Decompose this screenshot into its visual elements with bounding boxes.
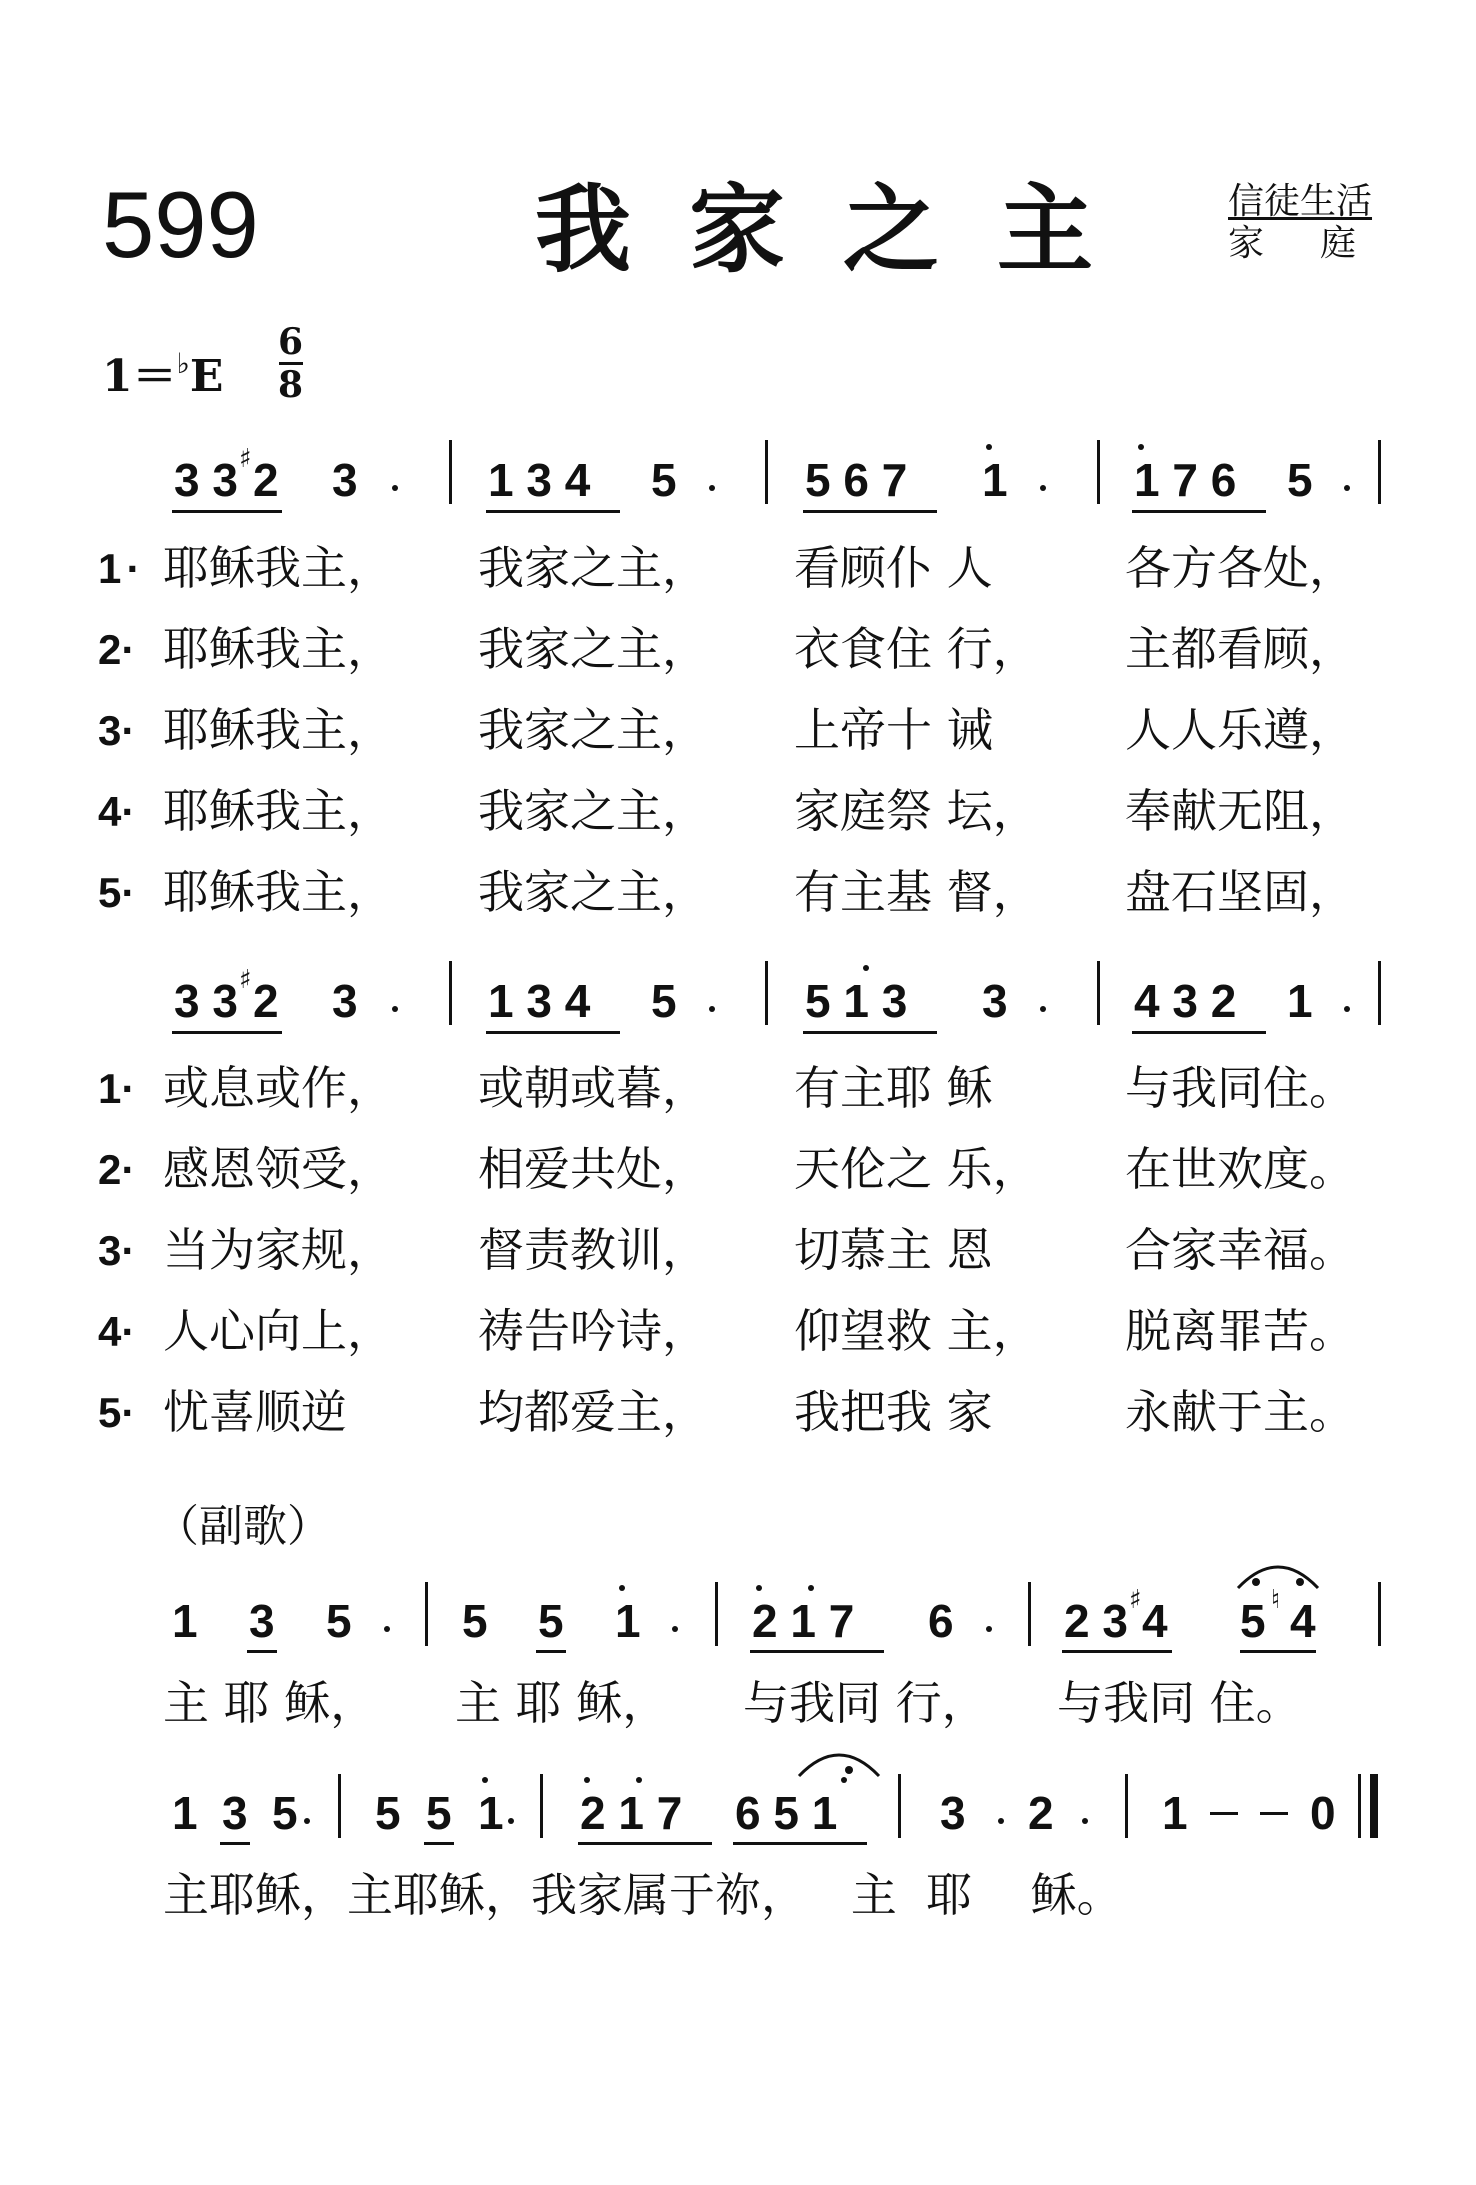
- lyric: 我家之主，: [478, 784, 708, 838]
- lyric: 有主耶 稣: [794, 1061, 993, 1115]
- high-octave-dot: [584, 1777, 590, 1783]
- barline: [1028, 1582, 1031, 1646]
- lyric: 永献于主。: [1125, 1385, 1355, 1439]
- barline: [715, 1582, 718, 1646]
- note: 3: [332, 454, 358, 506]
- lyric: 切慕主 恩: [794, 1223, 993, 1277]
- high-octave-dot: [756, 1585, 762, 1591]
- note: 2: [253, 454, 279, 506]
- time-top: 6: [278, 321, 304, 363]
- dash: [1210, 1812, 1238, 1815]
- dot: [1344, 485, 1350, 491]
- sharp-sign: ♯: [1129, 1585, 1142, 1615]
- verse-row: 3·: [98, 707, 136, 754]
- beam: [536, 1650, 566, 1653]
- lyric: 耶稣我主，: [163, 541, 393, 595]
- lyric: 我家之主，: [478, 622, 708, 676]
- lyric: 人人乐遵，: [1125, 703, 1355, 757]
- dot: [304, 1818, 310, 1824]
- final-barline: [1370, 1774, 1378, 1838]
- high-octave-dot: [619, 1585, 625, 1591]
- barline: [540, 1774, 543, 1838]
- note: 6: [928, 1595, 954, 1647]
- note: 1: [1287, 975, 1313, 1027]
- beam: [1240, 1650, 1316, 1653]
- dot: [392, 1006, 398, 1012]
- barline: [1378, 440, 1381, 504]
- lyric: 耶稣我主，: [163, 865, 393, 919]
- dot: [709, 485, 715, 491]
- barline: [338, 1774, 341, 1838]
- key-prefix: 1＝: [102, 351, 177, 402]
- sharp-sign: ♯: [239, 965, 252, 995]
- note: 1: [172, 1595, 198, 1647]
- flat-sign: ♭: [176, 347, 190, 380]
- dot: [392, 485, 398, 491]
- dot: [1344, 1006, 1350, 1012]
- lyric: 家庭祭 坛，: [794, 784, 1039, 838]
- lyric: 均都爱主，: [478, 1385, 708, 1439]
- high-octave-dot: [1138, 444, 1144, 450]
- key-letter: E: [189, 351, 224, 402]
- verse-number: 2: [98, 626, 122, 673]
- barline: [898, 1774, 901, 1838]
- note: 3 3: [174, 454, 238, 506]
- lyric: 奉献无阻，: [1125, 784, 1355, 838]
- chorus-line2-lyrics: 主耶稣，主耶稣，我家属于祢， 主 耶 稣。: [163, 1868, 1123, 1922]
- barline: [765, 961, 768, 1025]
- verse-row: 5·: [98, 869, 136, 916]
- beam: [486, 1031, 620, 1034]
- barline: [425, 1582, 428, 1646]
- verse-row: 3·: [98, 1227, 136, 1274]
- lyric: 与我同住。: [1125, 1061, 1355, 1115]
- note: 1: [982, 454, 1008, 506]
- dot: [672, 1626, 678, 1632]
- lyric: 合家幸福。: [1125, 1223, 1355, 1277]
- time-signature: [278, 322, 303, 405]
- note: 3: [332, 975, 358, 1027]
- lyric: 耶稣我主，: [163, 622, 393, 676]
- beam: [172, 510, 282, 513]
- beam: [1132, 1031, 1266, 1034]
- lyric: 我家之主，: [478, 865, 708, 919]
- note: 2 1 7: [580, 1787, 683, 1839]
- verse-row: 2·: [98, 626, 136, 673]
- verse-number: 3: [98, 1227, 122, 1274]
- lyric: 人心向上，: [163, 1304, 393, 1358]
- barline: [1097, 440, 1100, 504]
- lyric: 衣食住 行，: [794, 622, 1039, 676]
- note: 5 1 3: [805, 975, 908, 1027]
- note: 4: [1290, 1595, 1316, 1647]
- lyric: 天伦之 乐，: [794, 1142, 1039, 1196]
- barline: [449, 440, 452, 504]
- verse-row: 4·: [98, 788, 136, 835]
- lyric: 感恩领受，: [163, 1142, 393, 1196]
- barline: [1125, 1774, 1128, 1838]
- verse-row: 2·: [98, 1146, 136, 1193]
- beam: [424, 1842, 454, 1845]
- note: 3 3: [174, 975, 238, 1027]
- note: 5: [651, 454, 677, 506]
- lyric: 盘石坚固，: [1125, 865, 1355, 919]
- verse-number: 3: [98, 707, 122, 754]
- dash: [1260, 1812, 1288, 1815]
- barline: [1378, 961, 1381, 1025]
- fermata-icon: [793, 1740, 885, 1780]
- dot: [1040, 1006, 1046, 1012]
- high-octave-dot: [636, 1777, 642, 1783]
- beam: [247, 1650, 277, 1653]
- chorus-label: （副歌）: [155, 1501, 331, 1552]
- beam: [733, 1842, 867, 1845]
- note: 6 5 1: [735, 1787, 838, 1839]
- note: 1: [615, 1595, 641, 1647]
- lyric: 在世欢度。: [1125, 1142, 1355, 1196]
- lyric: 耶稣我主，: [163, 703, 393, 757]
- note: 1: [478, 1787, 504, 1839]
- beam: [1062, 1650, 1172, 1653]
- verse-row: 1 ·: [98, 545, 141, 592]
- lyric: 与我同 住。: [1057, 1676, 1302, 1730]
- dot: [384, 1626, 390, 1632]
- natural-sign: ♮: [1271, 1585, 1281, 1615]
- verse-row: 4·: [98, 1308, 136, 1355]
- note: 5: [1287, 454, 1313, 506]
- dot: [1082, 1818, 1088, 1824]
- barline: [765, 440, 768, 504]
- dot: [508, 1818, 514, 1824]
- barline: [1097, 961, 1100, 1025]
- note: 1 3 4: [488, 454, 591, 506]
- lyric: 相爱共处，: [478, 1142, 708, 1196]
- lyric: 各方各处，: [1125, 541, 1355, 595]
- beam: [578, 1842, 712, 1845]
- lyric: 主 耶 稣，: [163, 1676, 377, 1730]
- time-bottom: 8: [278, 364, 304, 406]
- lyric: 主都看顾，: [1125, 622, 1355, 676]
- note: 2: [1028, 1787, 1054, 1839]
- note: 5: [326, 1595, 352, 1647]
- note: 1: [1162, 1787, 1188, 1839]
- barline: [1378, 1582, 1381, 1646]
- verse-number: 4: [98, 1308, 122, 1355]
- lyric: 我家之主，: [478, 703, 708, 757]
- beam: [172, 1031, 282, 1034]
- note: 2 3: [1064, 1595, 1128, 1647]
- lyric: 脱离罪苦。: [1125, 1304, 1355, 1358]
- high-octave-dot: [482, 1777, 488, 1783]
- category-secondary: 家庭: [1228, 223, 1413, 264]
- beam: [1132, 510, 1266, 513]
- note: 5: [462, 1595, 488, 1647]
- beam: [486, 510, 620, 513]
- barline: [1358, 1774, 1361, 1838]
- lyric: 我把我 家: [794, 1385, 993, 1439]
- barline: [449, 961, 452, 1025]
- lyric: 督责教训，: [478, 1223, 708, 1277]
- lyric: 当为家规，: [163, 1223, 393, 1277]
- high-octave-dot: [808, 1585, 814, 1591]
- verse-number: 5: [98, 1389, 122, 1436]
- category-primary: 信徒生活: [1228, 181, 1373, 222]
- lyric: 主 耶 稣，: [455, 1676, 669, 1730]
- note: 1 7 6: [1134, 454, 1237, 506]
- note: 2 1 7: [752, 1595, 855, 1647]
- note: 1: [172, 1787, 198, 1839]
- beam: [750, 1650, 884, 1653]
- verse-number: 5: [98, 869, 122, 916]
- beam: [803, 510, 937, 513]
- hymn-title: 我家之主: [535, 174, 1151, 286]
- lyric: 或朝或暮，: [478, 1061, 708, 1115]
- hymn-number: 599: [102, 172, 259, 277]
- fermata-icon: [1232, 1552, 1324, 1592]
- beam: [803, 1031, 937, 1034]
- lyric: 仰望救 主，: [794, 1304, 1039, 1358]
- note: 0: [1310, 1787, 1336, 1839]
- lyric: 看顾仆 人: [794, 541, 993, 595]
- verse-number: 1: [98, 545, 122, 592]
- note: 4 3 2: [1134, 975, 1237, 1027]
- verse-row: 5·: [98, 1389, 136, 1436]
- lyric: 与我同 行，: [743, 1676, 988, 1730]
- high-octave-dot: [986, 444, 992, 450]
- key-signature: [102, 340, 223, 404]
- verse-number: 4: [98, 788, 122, 835]
- note: 5: [538, 1595, 564, 1647]
- lyric: 或息或作，: [163, 1061, 393, 1115]
- dot: [709, 1006, 715, 1012]
- note: 3: [940, 1787, 966, 1839]
- note: 5: [426, 1787, 452, 1839]
- note: 5: [1240, 1595, 1266, 1647]
- verse-row: 1·: [98, 1065, 136, 1112]
- note: 3: [249, 1595, 275, 1647]
- sharp-sign: ♯: [239, 444, 252, 474]
- lyric: 祷告吟诗，: [478, 1304, 708, 1358]
- high-octave-dot: [863, 965, 869, 971]
- note: 5: [651, 975, 677, 1027]
- lyric: 有主基 督，: [794, 865, 1039, 919]
- note: 5: [272, 1787, 298, 1839]
- dot: [986, 1626, 992, 1632]
- verse-number: 1: [98, 1065, 122, 1112]
- note: 2: [253, 975, 279, 1027]
- dot: [998, 1818, 1004, 1824]
- note: 4: [1142, 1595, 1168, 1647]
- note: 3: [982, 975, 1008, 1027]
- lyric: 上帝十 诫: [794, 703, 993, 757]
- dot: [1040, 485, 1046, 491]
- note: 1 3 4: [488, 975, 591, 1027]
- lyric: 我家之主，: [478, 541, 708, 595]
- verse-number: 2: [98, 1146, 122, 1193]
- note: 5 6 7: [805, 454, 908, 506]
- lyric: 耶稣我主，: [163, 784, 393, 838]
- note: 3: [222, 1787, 248, 1839]
- lyric: 忧喜顺逆: [163, 1385, 347, 1439]
- beam: [220, 1842, 250, 1845]
- note: 5: [375, 1787, 401, 1839]
